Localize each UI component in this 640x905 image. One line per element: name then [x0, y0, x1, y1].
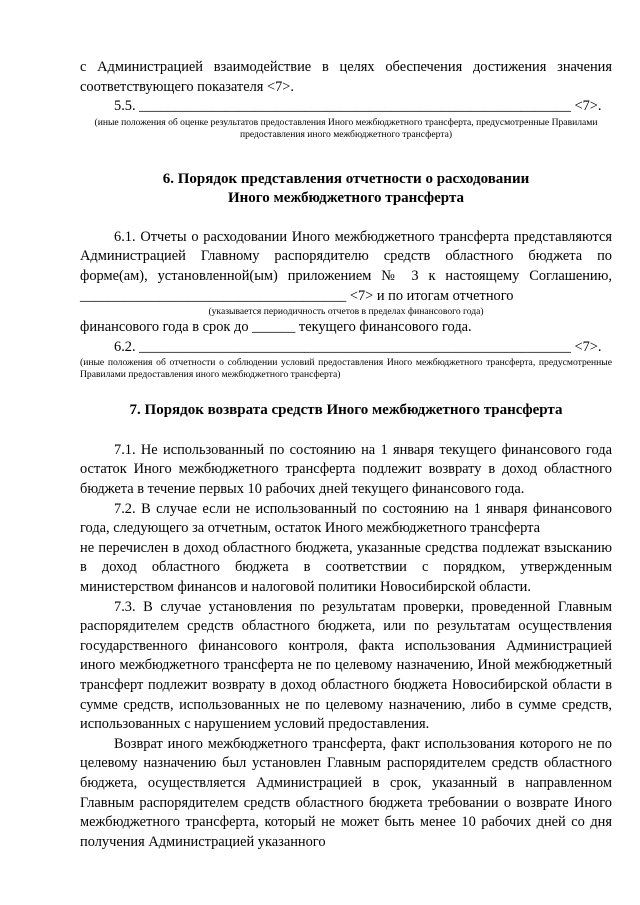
- clause-5-5: 5.5. ____________________________________________________________ <7>.: [114, 98, 602, 115]
- footnote-5-5: (иные положения об оценке результатов предоставления Иного межбюджетного трансферта, предусмотренные Правилами предоставления иного межбюджетного трансферта): [94, 116, 598, 140]
- clause-7-3-paragraph-2: Возврат иного межбюджетного трансферта, факт использования которого не по целевому назначению был установлен Главным распорядителем средств областного бюджета, осуществляется Администрацией в срок, указанный в направленном Главным распорядителем средств областного бюджета требовании о возврате Иного межбюджетного трансферта, который не может быть менее 10 рабочих дней со дня получения Администрацией указанного: [80, 735, 612, 850]
- section-6-heading-line2: Иного межбюджетного трансферта: [227, 190, 464, 207]
- paragraph-continuation: с Администрацией взаимодействие в целях обеспечения достижения значения соответствующего показателя <7>.: [80, 59, 612, 95]
- clause-6-1: 6.1. Отчеты о расходовании Иного межбюджетного трансферта представляются Администрацией Главному распорядителю средств областного бюджета по форме(ам), установленной(ым) приложением № 3 к настоящему Соглашению, _____________________________________ <7> и по итогам отчетного: [80, 228, 612, 304]
- clause-7-1: 7.1. Не использованный по состоянию на 1 января текущего финансового года остаток Иного межбюджетного трансферта подлежит возврату в доход областного бюджета в течение первых 10 рабочих дней текущего финансового года.: [80, 441, 612, 498]
- clause-7-2-continuation: не перечислен в доход областного бюджета, указанные средства подлежат взысканию в доход областного бюджета в соответствии с порядком, утвержденным министерством финансов и налоговой политики Новосибирской области.: [80, 539, 612, 595]
- section-7-heading: 7. Порядок возврата средств Иного межбюджетного трансферта: [129, 402, 563, 419]
- footnote-6-1: (указывается периодичность отчетов в пределах финансового года): [208, 306, 484, 318]
- section-6-heading-line1: 6. Порядок представления отчетности о расходовании: [162, 170, 530, 187]
- clause-7-3: 7.3. В случае установления по результатам проверки, проведенной Главным распорядителем средств областного бюджета, или по результатам осуществления государственного финансового контроля, факта использования Администрацией иного межбюджетного трансферта не по целевому назначению, Иной межбюджетный трансферт подлежит возврату в доход областного бюджета Новосибирской области в сумме средств, использованных не по целевому назначению, либо в сумме средств, использованных с нарушением условий предоставления.: [80, 598, 612, 733]
- clause-7-2: 7.2. В случае если не использованный по состоянию на 1 января финансового года, следующего за отчетным, остаток Иного межбюджетного трансферта: [80, 500, 612, 537]
- clause-6-2: 6.2. ____________________________________________________________ <7>.: [114, 338, 602, 355]
- footnote-6-2: (иные положения об отчетности о соблюдении условий предоставления Иного межбюджетного трансферта, предусмотренные Правилами предоставления иного межбюджетного трансферта): [80, 357, 612, 381]
- clause-6-1-continuation: финансового года в срок до ______ текущего финансового года.: [80, 319, 472, 336]
- document-page: [80, 58, 612, 852]
